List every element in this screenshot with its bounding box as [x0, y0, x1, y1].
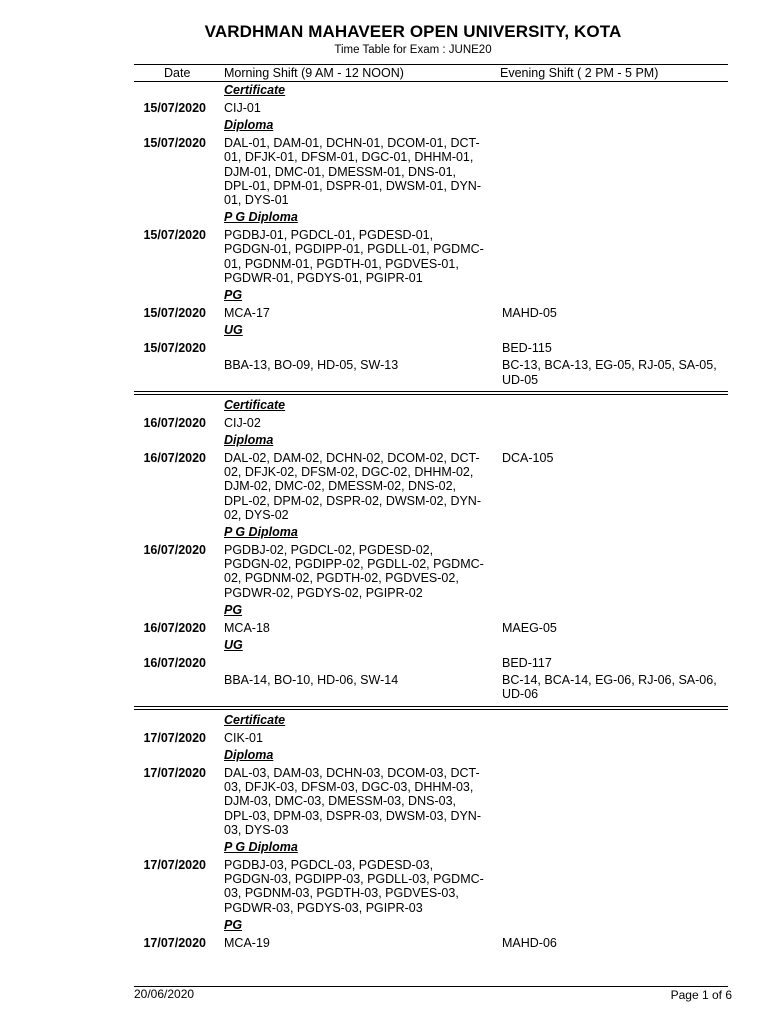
morning-papers: BBA-14, BO-10, HD-06, SW-14: [224, 673, 399, 688]
category-heading: UG: [224, 323, 243, 338]
morning-papers: CIJ-01: [224, 101, 261, 115]
category-heading: P G Diploma: [224, 525, 298, 540]
footer-rule: [134, 986, 728, 987]
header-top-rule: [134, 64, 728, 65]
category-heading: Diploma: [224, 433, 274, 448]
footer-date: 20/06/2020: [134, 987, 195, 1001]
date-block: [0, 82, 768, 389]
exam-date: 17/07/2020: [143, 765, 206, 780]
exam-date: 17/07/2020: [143, 935, 206, 950]
category-heading: PG: [224, 917, 243, 932]
category-heading: Certificate: [224, 83, 286, 97]
morning-papers: PGDBJ-03, PGDCL-03, PGDESD-03, PGDGN-03, PGDIPP-03, PGDLL-03, PGDMC-03, PGDNM-03, PGDTH-03, PGDVES-03, PGDWR-03, PGDYS-03, PGIPR-03: [224, 857, 484, 915]
table-row: [0, 857, 768, 917]
column-header-morning: Morning Shift (9 AM - 12 NOON): [224, 66, 404, 80]
category-heading: Diploma: [224, 747, 274, 762]
morning-papers: BBA-13, BO-09, HD-05, SW-13: [224, 358, 399, 373]
category-row: [0, 82, 768, 100]
evening-papers: [502, 730, 730, 745]
evening-papers: BED-117: [502, 656, 552, 671]
category-heading: PG: [224, 602, 243, 617]
table-row: [0, 935, 768, 952]
page-subtitle: Time Table for Exam : JUNE20: [334, 44, 492, 56]
category-row: [0, 839, 768, 857]
evening-papers: BC-13, BCA-13, EG-05, RJ-05, SA-05, UD-05: [502, 358, 717, 387]
category-heading: UG: [224, 638, 243, 653]
morning-papers: CIJ-02: [224, 415, 261, 430]
morning-papers: [224, 340, 486, 355]
evening-papers: [502, 227, 730, 285]
table-row: [0, 227, 768, 287]
exam-date: 15/07/2020: [143, 136, 206, 151]
table-row: [0, 730, 768, 747]
table-row: [0, 655, 768, 672]
morning-papers: PGDBJ-02, PGDCL-02, PGDESD-02, PGDGN-02, PGDIPP-02, PGDLL-02, PGDMC-02, PGDNM-02, PGDTH-02, PGDVES-02, PGDWR-02, PGDYS-02, PGIPR-02: [224, 543, 484, 600]
exam-date: 15/07/2020: [143, 228, 206, 243]
exam-date: 15/07/2020: [143, 101, 206, 115]
table-row: [0, 415, 768, 432]
morning-papers: DAL-03, DAM-03, DCHN-03, DCOM-03, DCT-03, DFJK-03, DFSM-03, DGC-03, DHHM-03, DJM-03, DMC-03, DMESSM-03, DNS-03, DPL-03, DPM-03, DSPR-03, DWSM-03, DYN-03, DYS-03: [224, 765, 482, 837]
morning-papers: [224, 655, 486, 670]
table-row: [0, 135, 768, 209]
exam-date: [0, 672, 206, 701]
evening-papers: [502, 765, 730, 837]
exam-date: 16/07/2020: [143, 543, 206, 558]
exam-date: 16/07/2020: [143, 620, 206, 635]
morning-papers: DAL-01, DAM-01, DCHN-01, DCOM-01, DCT-01, DFJK-01, DFSM-01, DGC-01, DHHM-01, DJM-01, DMC-01, DMESSM-01, DNS-01, DPL-01, DPM-01, DSPR-01, DWSM-01, DYN-01, DYS-01: [224, 136, 482, 208]
table-row: [0, 100, 768, 117]
category-row: [0, 747, 768, 765]
exam-date: 15/07/2020: [143, 341, 206, 356]
category-heading: Certificate: [224, 397, 286, 412]
category-row: [0, 524, 768, 542]
evening-papers: BED-115: [502, 341, 552, 356]
category-row: [0, 432, 768, 450]
table-row: [0, 672, 768, 703]
column-header-date: Date: [164, 66, 191, 80]
exam-date: [0, 357, 206, 386]
morning-papers: CIK-01: [224, 730, 263, 745]
category-row: [0, 322, 768, 340]
category-row: [0, 287, 768, 305]
timetable: [0, 82, 768, 952]
block-separator: [0, 389, 768, 397]
table-row: [0, 305, 768, 322]
column-header-evening: Evening Shift ( 2 PM - 5 PM): [500, 66, 659, 80]
morning-papers: MCA-19: [224, 935, 270, 950]
table-row: [0, 620, 768, 637]
category-heading: P G Diploma: [224, 839, 298, 854]
evening-papers: [502, 542, 730, 600]
morning-papers: MCA-17: [224, 306, 270, 321]
evening-papers: [502, 415, 730, 430]
table-row: [0, 542, 768, 602]
date-block: [0, 397, 768, 704]
evening-papers: BC-14, BCA-14, EG-06, RJ-06, SA-06, UD-06: [502, 673, 717, 702]
category-row: [0, 712, 768, 730]
category-row: [0, 117, 768, 135]
exam-date: 17/07/2020: [143, 730, 206, 745]
block-separator: [0, 704, 768, 712]
table-row: [0, 765, 768, 839]
date-block: [0, 712, 768, 952]
evening-papers: [502, 100, 730, 115]
evening-papers: MAHD-06: [502, 935, 557, 950]
exam-date: 17/07/2020: [143, 857, 206, 872]
page-number: Page 1 of 6: [670, 988, 732, 1002]
evening-papers: MAEG-05: [502, 620, 557, 635]
evening-papers: MAHD-05: [502, 306, 557, 321]
morning-papers: DAL-02, DAM-02, DCHN-02, DCOM-02, DCT-02, DFJK-02, DFSM-02, DGC-02, DHHM-02, DJM-02, DMC-02, DMESSM-02, DNS-02, DPL-02, DPM-02, DSPR-02, DWSM-02, DYN-02, DYS-02: [224, 451, 482, 522]
category-heading: P G Diploma: [224, 210, 298, 225]
exam-date: 16/07/2020: [143, 656, 206, 671]
evening-papers: [502, 857, 730, 915]
exam-date: 15/07/2020: [143, 306, 206, 321]
category-row: [0, 637, 768, 655]
category-heading: Diploma: [224, 118, 274, 133]
category-row: [0, 397, 768, 415]
table-row: [0, 340, 768, 357]
morning-papers: MCA-18: [224, 620, 270, 635]
category-row: [0, 602, 768, 620]
exam-date: 16/07/2020: [143, 451, 206, 466]
table-row: [0, 357, 768, 388]
page-title: VARDHMAN MAHAVEER OPEN UNIVERSITY, KOTA: [204, 22, 622, 41]
category-heading: PG: [224, 288, 243, 303]
category-row: [0, 209, 768, 227]
table-row: [0, 450, 768, 524]
category-heading: Certificate: [224, 712, 286, 727]
category-row: [0, 917, 768, 935]
morning-papers: PGDBJ-01, PGDCL-01, PGDESD-01, PGDGN-01, PGDIPP-01, PGDLL-01, PGDMC-01, PGDNM-01, PGDTH-01, PGDVES-01, PGDWR-01, PGDYS-01, PGIPR-01: [224, 228, 484, 285]
exam-date: 16/07/2020: [143, 415, 206, 430]
evening-papers: DCA-105: [502, 451, 554, 466]
evening-papers: [502, 135, 730, 207]
